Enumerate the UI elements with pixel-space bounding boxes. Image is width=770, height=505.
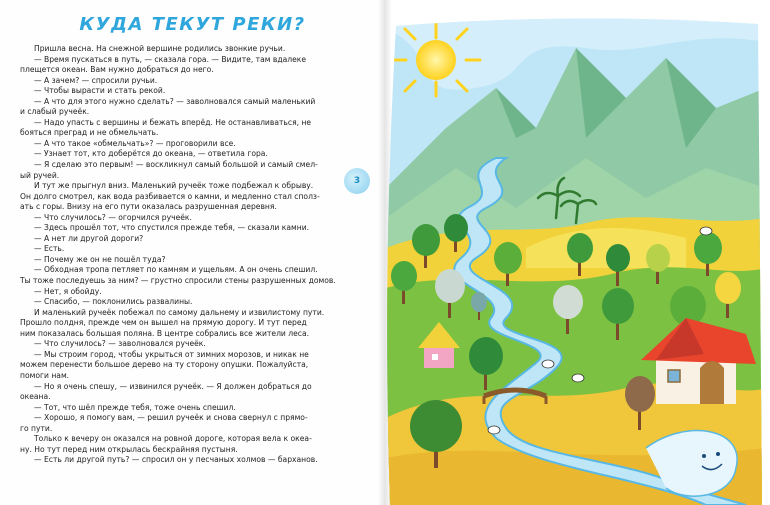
story-line: — Что случилось? — заволновался ручеёк. <box>34 339 206 349</box>
story-text <box>20 44 370 466</box>
story-line: — Тот, что шёл прежде тебя, тоже очень спешил. <box>34 402 236 412</box>
story-line: — Мы строим город, чтобы укрыться от зимних морозов, и никак не <box>34 349 309 359</box>
story-line: Прошло полдня, прежде чем он вышел на прямую дорогу. И тут перед <box>20 318 307 328</box>
story-line: — Узнает тот, кто доберётся до океана, — ответила гора. <box>34 149 268 159</box>
story-line: — Есть. <box>34 244 65 254</box>
story-line: — Я сделаю это первым! — воскликнул самый большой и самый смел- <box>34 160 318 170</box>
story-line: — А что для этого нужно сделать? — заволновался самый маленький <box>34 96 316 106</box>
story-line: Пришла весна. На снежной вершине родились звонкие ручьи. <box>34 44 286 53</box>
story-line: и слабый ручеёк. <box>20 107 90 117</box>
story-line: бояться преград и не обмельчать. <box>20 128 159 138</box>
page-title: КУДА ТЕКУТ РЕКИ? <box>79 14 306 35</box>
story-line: — А что такое «обмельчать»? — проговорили все. <box>34 138 236 148</box>
story-line: помоги нам. <box>20 370 70 380</box>
story-line: — Нет, я обойду. <box>34 286 102 296</box>
story-line: — Обходная тропа петляет по камням и ущельям. А он очень спешил. <box>34 265 318 275</box>
story-line: ый ручей. <box>20 170 60 180</box>
story-line: И маленький ручеёк побежал по самому дальнему и извилистому пути. <box>34 307 325 317</box>
story-line: — Почему же он не пошёл туда? <box>34 254 166 264</box>
story-line: И тут же прыгнул вниз. Маленький ручеёк тоже подбежал к обрыву. <box>34 181 314 191</box>
story-line: — Чтобы вырасти и стать рекой. <box>34 86 166 96</box>
story-line: Ты тоже последуешь за ним? — грустно спросили стены разрушенных домов. <box>20 276 336 286</box>
story-line: — Надо упасть с вершины и бежать вперёд. Не останавливаться, не <box>34 117 312 127</box>
story-line: можем перенести большое дерево на ту сторону опушки. Пожалуйста, <box>20 360 309 370</box>
story-line: ним показалась большая поляна. В центре собрались все жители леса. <box>20 328 310 338</box>
story-line: — Время пускаться в путь, — сказала гора. — Видите, там вдалеке <box>34 54 307 64</box>
story-line: — Есть ли другой путь? — спросил он у песчаных холмов — барханов. <box>34 455 318 465</box>
page-number: 3 <box>353 176 361 186</box>
story-line: — Хорошо, я помогу вам, — решил ручеёк и снова свернул с прямо- <box>34 413 308 423</box>
story-line: — Спасибо, — поклонились развалины. <box>34 297 193 307</box>
story-line: го пути. <box>20 423 53 433</box>
river-landscape-illustration <box>386 18 766 505</box>
story-line: — Здесь прошёл тот, что спустился прежде тебя, — сказали камни. <box>34 223 310 233</box>
story-line: — Что случилось? — огорчился ручеёк. <box>34 212 192 222</box>
story-line: ать с горы. Внизу на его пути оказалась разрушенная деревня. <box>20 202 277 212</box>
story-line: ну. Но тут перед ним открылась бескрайняя пустыня. <box>20 444 238 454</box>
story-line: — А зачем? — спросили ручьи. <box>34 75 158 85</box>
story-line: — А нет ли другой дороги? <box>34 233 144 243</box>
story-line: океана. <box>20 392 51 402</box>
story-line: — Но я очень спешу, — извинился ручеёк. — Я должен добраться до <box>34 381 312 391</box>
story-line: Только к вечеру он оказался на ровной дороге, которая вела к океа- <box>34 434 312 444</box>
story-line: Он долго смотрел, как вода разбивается о камни, и медленно стал сполз- <box>20 191 320 201</box>
page-number-badge <box>344 168 370 194</box>
story-line: плещется океан. Вам нужно добраться до него. <box>20 65 214 75</box>
